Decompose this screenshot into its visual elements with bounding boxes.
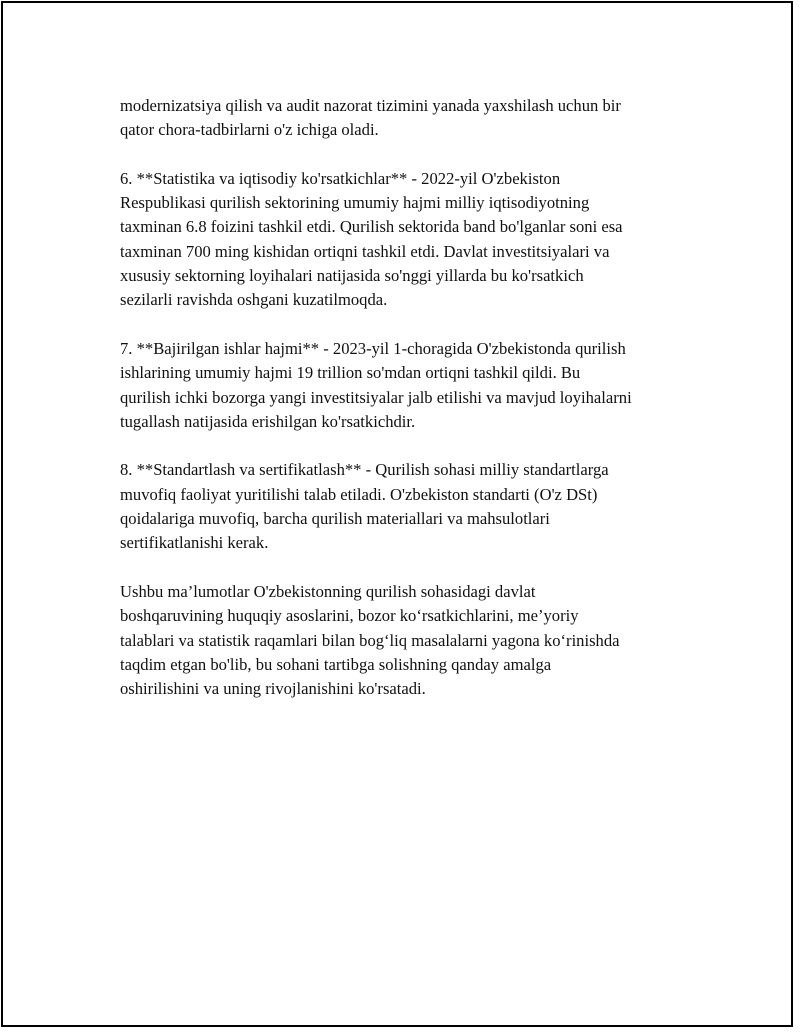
document-body (120, 94, 720, 726)
paragraph-intro-continuation: modernizatsiya qilish va audit nazorat tizimini yanada yaxshilash uchun bir qator chora-tadbirlarni o'z ichiga oladi. (120, 96, 621, 140)
paragraph-conclusion: Ushbu ma’lumotlar O'zbekistonning qurilish sohasidagi davlat boshqaruvining huquqiy asoslarini, bozor ko‘rsatkichlarini, me’yoriy talablari va statistik raqamlari bilan bog‘liq masalalarni yagona ko‘rinishda taqdim etgan bo'lib, bu sohani tartibga solishning qanday amalga oshirilishini va uning rivojlanishini ko'rsatadi. (120, 581, 620, 699)
document-page (1, 1, 793, 1027)
paragraph-standards: 8. **Standartlash va sertifikatlash** - Qurilish sohasi milliy standartlarga muvofiq faoliyat yuritilishi talab etiladi. O'zbekiston standarti (O'z DSt) qoidalariga muvofiq, barcha qurilish materiallari va mahsulotlari sertifikatlanishi kerak. (120, 460, 609, 553)
paragraph-work-volume: 7. **Bajirilgan ishlar hajmi** - 2023-yil 1-choragida O'zbekistonda qurilish ishlarining umumiy hajmi 19 trillion so'mdan ortiqni tashkil qildi. Bu qurilish ichki bozorga yangi investitsiyalar jalb etilishi va mavjud loyihalarni tugallash natijasida erishilgan ko'rsatkichdir. (120, 338, 632, 431)
paragraph-statistics: 6. **Statistika va iqtisodiy ko'rsatkichlar** - 2022-yil O'zbekiston Respublikasi qurilish sektorining umumiy hajmi milliy iqtisodiyotning taxminan 6.8 foizini tashkil etdi. Qurilish sektorida band bo'lganlar soni esa taxminan 700 ming kishidan ortiqni tashkil etdi. Davlat investitsiyalari va xususiy sektorning loyihalari natijasida so'nggi yillarda bu ko'rsatkich sezilarli ravishda oshgani kuzatilmoqda. (120, 168, 623, 310)
